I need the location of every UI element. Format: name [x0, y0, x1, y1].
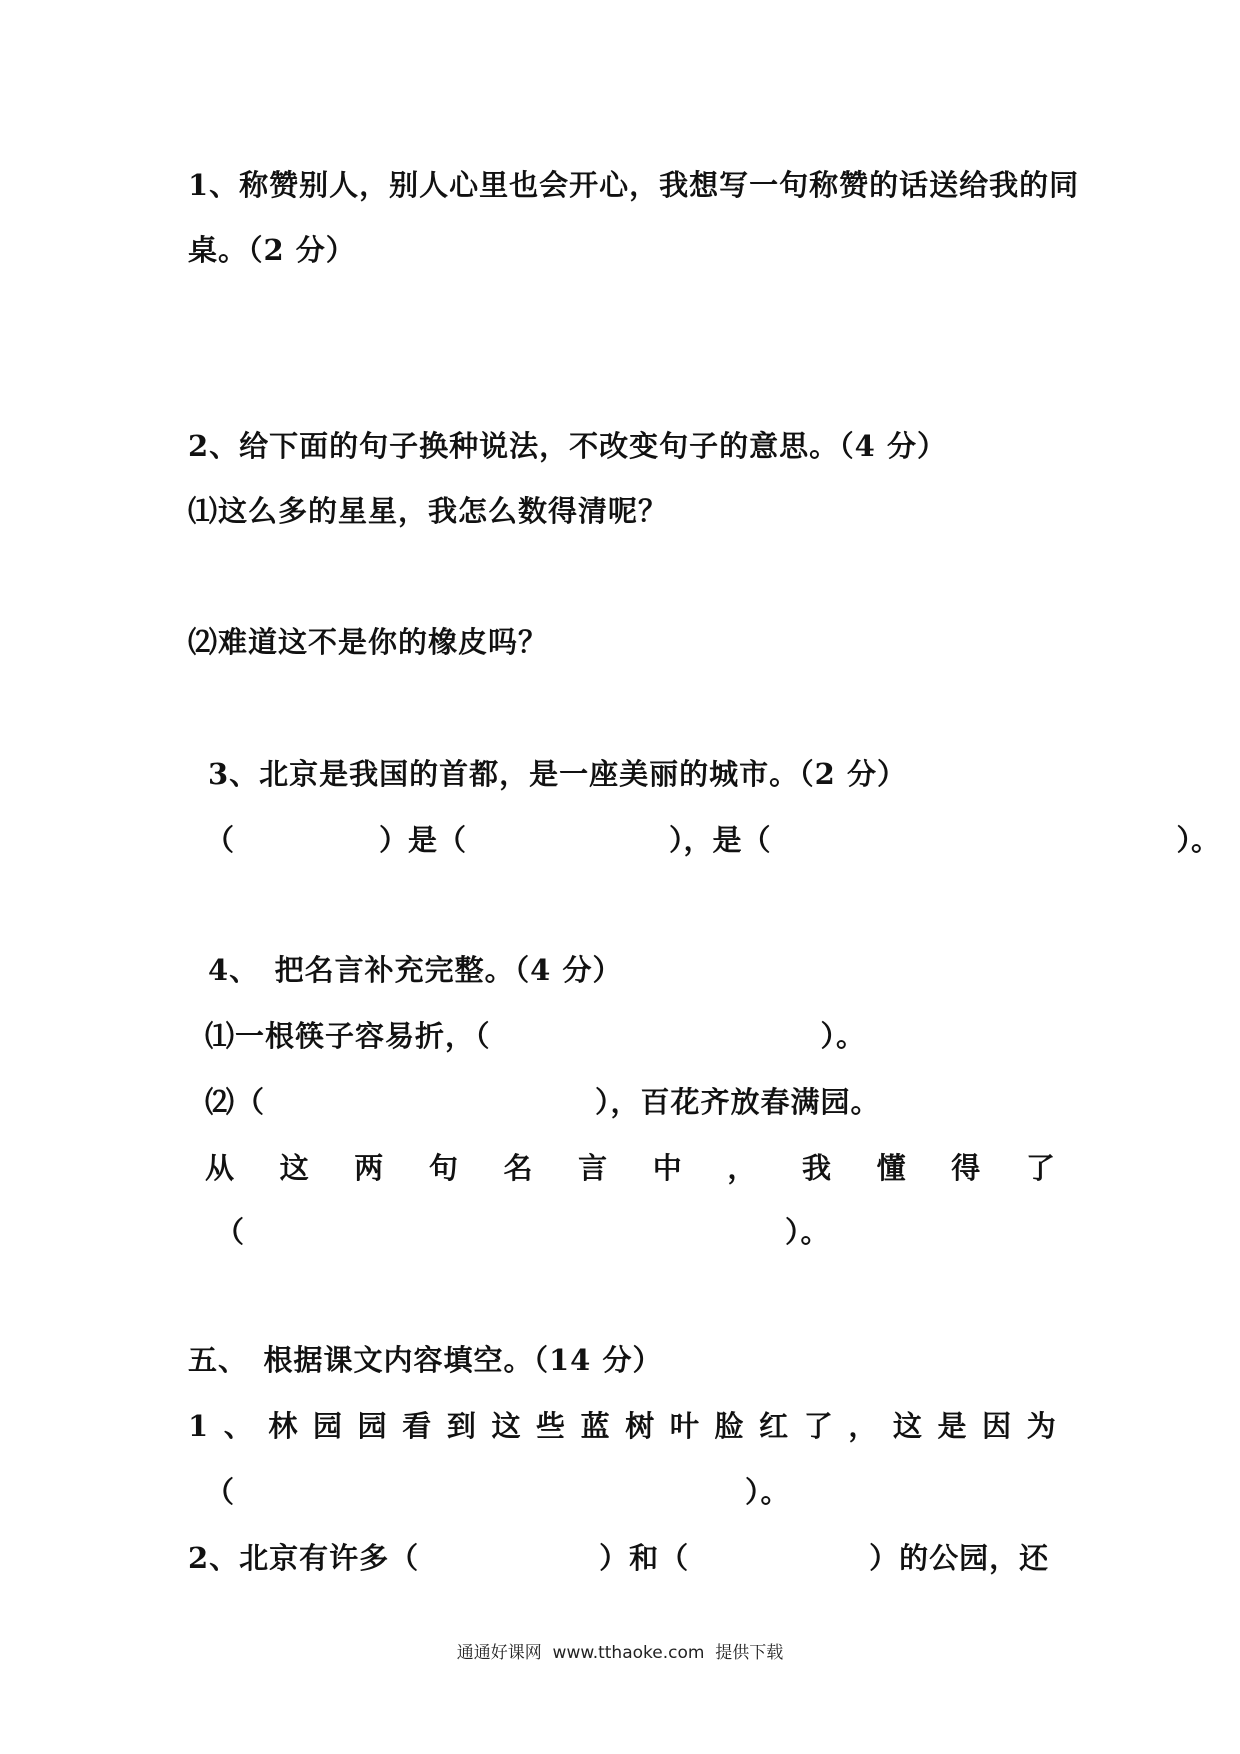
char: 到 — [446, 1409, 476, 1443]
section5-title: 五、 根据课文内容填空。（14 分） — [188, 1343, 663, 1377]
char: 、 — [223, 1409, 253, 1443]
q2-item2: ⑵难道这不是你的橡皮吗？ — [188, 625, 549, 659]
char: 是 — [937, 1409, 967, 1443]
char: 些 — [536, 1409, 566, 1443]
char: 这 — [892, 1409, 922, 1443]
char: 园 — [313, 1409, 343, 1443]
char: 林 — [268, 1409, 298, 1443]
char: 中 — [652, 1151, 682, 1185]
char: 句 — [428, 1151, 458, 1185]
page-footer: 通通好课网 www.tthaoke.com 提供下载 — [456, 1643, 784, 1663]
char: 名 — [503, 1151, 533, 1185]
char: 得 — [951, 1151, 981, 1185]
char: 看 — [402, 1409, 432, 1443]
char: ， — [848, 1409, 878, 1443]
q1-line1: 1、称赞别人，别人心里也会开心，我想写一句称赞的话送给我的同 — [188, 168, 1080, 202]
char: 我 — [802, 1151, 832, 1185]
q4-understand-line — [205, 1148, 1055, 1188]
char: 脸 — [714, 1409, 744, 1443]
section5-q1-blank: （ ）。 — [205, 1475, 791, 1509]
char: 两 — [354, 1151, 384, 1185]
q2-title: 2、给下面的句子换种说法，不改变句子的意思。（4 分） — [188, 429, 947, 463]
q4-understand-blank: （ ）。 — [215, 1215, 831, 1249]
char: 懂 — [876, 1151, 906, 1185]
char: 园 — [357, 1409, 387, 1443]
char: 为 — [1026, 1409, 1056, 1443]
section5-q1-line — [188, 1406, 1056, 1446]
char: 蓝 — [580, 1409, 610, 1443]
q1-line2: 桌。（2 分） — [188, 233, 356, 267]
q3-blanks: （ ）是（ ），是（ ）。 — [205, 823, 1221, 857]
char: 红 — [759, 1409, 789, 1443]
char: 1 — [188, 1409, 209, 1443]
char: 树 — [625, 1409, 655, 1443]
char: 言 — [578, 1151, 608, 1185]
char: 从 — [205, 1151, 235, 1185]
char: 叶 — [669, 1409, 699, 1443]
q4-item1: ⑴一根筷子容易折，（ ）。 — [205, 1019, 867, 1053]
char: 这 — [279, 1151, 309, 1185]
q3-title: 3、北京是我国的首都，是一座美丽的城市。（2 分） — [208, 757, 907, 791]
q2-item1: ⑴这么多的星星，我怎么数得清呢？ — [188, 494, 669, 528]
section5-q2: 2、北京有许多（ ）和（ ）的公园，还 — [188, 1541, 1050, 1575]
char: ， — [727, 1151, 757, 1185]
char: 了 — [1025, 1151, 1055, 1185]
char: 这 — [491, 1409, 521, 1443]
q4-item2: ⑵（ ），百花齐放春满园。 — [205, 1085, 881, 1119]
q4-title: 4、 把名言补充完整。（4 分） — [208, 953, 623, 987]
char: 了 — [803, 1409, 833, 1443]
char: 因 — [982, 1409, 1012, 1443]
